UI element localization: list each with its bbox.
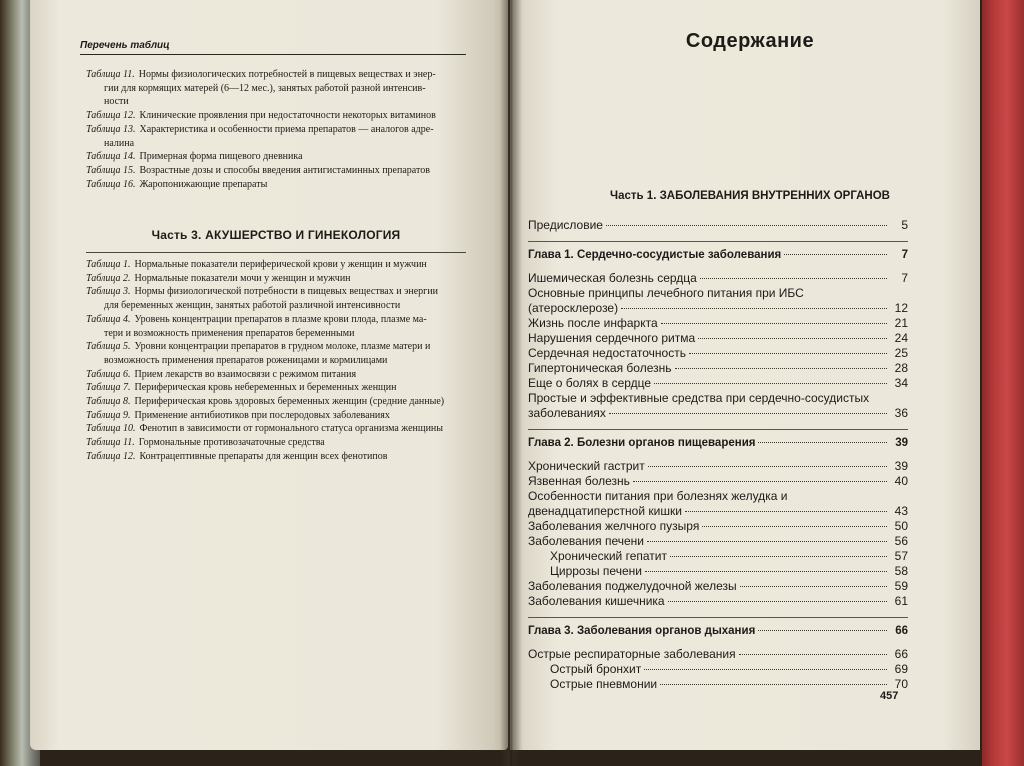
toc-page-number: 5 <box>901 218 908 232</box>
table-list-item <box>86 109 466 123</box>
toc-page-number: 43 <box>894 504 908 518</box>
table-title-continuation: ности <box>104 96 129 108</box>
page-number: 457 <box>880 690 899 702</box>
toc-leader-dots <box>670 556 887 557</box>
table-title: Нормальные показатели мочи у женщин и мужчин <box>134 272 351 284</box>
table-title: Нормы физиологической потребности в пищевых веществах и энергии <box>134 286 438 298</box>
toc-entry-title: Гипертоническая болезнь <box>528 361 672 375</box>
toc-entry-title: Ишемическая болезнь сердца <box>528 271 697 285</box>
toc-entry-title: Язвенная болезнь <box>528 474 630 488</box>
toc-leader-dots <box>698 338 887 339</box>
running-head: Перечень таблиц <box>80 40 466 55</box>
table-list-item <box>86 450 466 464</box>
toc-chapter <box>528 249 908 265</box>
toc-chapter <box>528 625 908 641</box>
toc-entry-title: Острый бронхит <box>550 662 642 676</box>
toc-page-number: 58 <box>894 564 908 578</box>
toc-entry <box>528 361 908 377</box>
table-number: Таблица 6. <box>86 368 131 380</box>
table-number: Таблица 8. <box>86 396 131 408</box>
toc-leader-dots <box>606 225 887 226</box>
table-title: Характеристика и особенности приема препаратов — аналогов адре- <box>139 123 434 135</box>
table-list-item <box>86 164 466 178</box>
table-list-item <box>86 150 466 164</box>
table-list-item <box>86 178 466 192</box>
toc-entry <box>528 504 908 520</box>
table-list-item <box>86 123 466 137</box>
toc-page-number: 39 <box>895 437 908 449</box>
toc-page-number: 69 <box>894 662 908 676</box>
toc-leader-dots <box>609 413 887 414</box>
toc-entry-title: Хронический гепатит <box>550 549 667 563</box>
table-title: Клинические проявления при недостаточности некоторых витаминов <box>139 110 436 122</box>
table-title: Уровни концентрации препаратов в грудном молоке, плазме матери и <box>134 341 431 353</box>
table-title-continuation: для беременных женщин, занятых работой различной интенсивности <box>104 300 401 312</box>
toc-rule <box>528 617 908 618</box>
toc-entry-title: Особенности питания при болезнях желудка и <box>528 489 788 503</box>
toc-entry-title: Заболевания желчного пузыря <box>528 519 700 533</box>
toc-leader-dots <box>661 323 887 324</box>
toc-page-number: 36 <box>894 406 908 420</box>
toc-leader-dots <box>648 466 887 467</box>
toc-entry-title: Острые пневмонии <box>550 677 658 691</box>
table-number: Таблица 12. <box>86 110 136 122</box>
toc-entry-title: заболеваниях <box>528 406 606 420</box>
toc-entry-title: Острые респираторные заболевания <box>528 647 736 661</box>
toc-entry-title: Нарушения сердечного ритма <box>528 331 696 345</box>
table-title-continuation: тери и возможность применения препаратов беременными <box>104 327 355 339</box>
toc-page-number: 66 <box>895 625 908 637</box>
toc-entry <box>528 331 908 347</box>
toc-page-number: 12 <box>894 301 908 315</box>
toc-entry <box>528 271 908 287</box>
table-number: Таблица 14. <box>86 151 136 163</box>
table-list-item <box>86 381 466 395</box>
table-number: Таблица 9. <box>86 409 131 421</box>
toc-rule <box>528 241 908 242</box>
table-number: Таблица 3. <box>86 286 131 298</box>
toc-entry-title: Глава 2. Болезни органов пищеварения <box>528 437 756 449</box>
part-heading-obstetrics: Часть 3. АКУШЕРСТВО И ГИНЕКОЛОГИЯ <box>151 228 401 242</box>
toc-entry <box>528 564 908 580</box>
toc-entry-title: Еще о болях в сердце <box>528 376 652 390</box>
table-title-continuation: гии для кормящих матерей (6—12 мес.), занятых работой разной интенсив- <box>104 82 426 94</box>
toc-entry <box>528 459 908 475</box>
page-title: Содержание <box>685 30 815 52</box>
toc-page-number: 57 <box>894 549 908 563</box>
toc-leader-dots <box>700 278 887 279</box>
toc-leader-dots <box>647 541 887 542</box>
toc-leader-dots <box>758 630 887 631</box>
toc-entry <box>528 301 908 317</box>
toc-leader-dots <box>621 308 887 309</box>
table-list-item <box>86 68 466 82</box>
toc-page-number: 21 <box>894 316 908 330</box>
table-list-item <box>86 313 466 327</box>
toc-page-number: 24 <box>894 331 908 345</box>
toc-page-number: 50 <box>894 519 908 533</box>
table-list-item <box>86 340 466 354</box>
table-list-item <box>86 395 466 409</box>
toc-page-number: 61 <box>894 594 908 608</box>
toc-entry <box>528 346 908 362</box>
toc-entry <box>528 647 908 663</box>
table-number: Таблица 13. <box>86 123 136 135</box>
tables-list-top <box>86 68 466 191</box>
table-title: Периферическая кровь здоровых беременных женщин (средние данные) <box>134 396 445 408</box>
toc-leader-dots <box>685 511 887 512</box>
table-number: Таблица 4. <box>86 313 131 325</box>
table-number: Таблица 11. <box>86 437 135 449</box>
table-number: Таблица 7. <box>86 382 131 394</box>
part-heading-internal-organs: Часть 1. ЗАБОЛЕВАНИЯ ВНУТРЕННИХ ОРГАНОВ <box>610 190 890 202</box>
toc-entry-title: Предисловие <box>528 218 603 232</box>
toc-entry-title: Хронический гастрит <box>528 459 645 473</box>
toc-page-number: 56 <box>894 534 908 548</box>
toc-entry-title: (атеросклерозе) <box>528 301 619 315</box>
table-number: Таблица 5. <box>86 341 131 353</box>
table-list-item <box>86 272 466 286</box>
table-title: Уровень концентрации препаратов в плазме крови плода, плазме ма- <box>134 313 427 325</box>
table-number: Таблица 12. <box>86 450 136 462</box>
toc-entry <box>528 316 908 332</box>
toc-entry <box>528 594 908 610</box>
toc-leader-dots <box>689 353 887 354</box>
toc-page-number: 7 <box>901 249 908 261</box>
table-number: Таблица 16. <box>86 178 136 190</box>
table-title: Возрастные дозы и способы введения антигистаминных препаратов <box>139 164 430 176</box>
toc-page-number: 66 <box>894 647 908 661</box>
toc-page-number: 70 <box>894 677 908 691</box>
table-title-continuation: налина <box>104 137 135 149</box>
toc-entry-title: Глава 3. Заболевания органов дыхания <box>528 625 756 637</box>
table-title-continuation: возможность применения препаратов роженицами и кормилицами <box>104 354 388 366</box>
toc-entry <box>528 677 908 693</box>
toc-leader-dots <box>784 254 887 255</box>
toc-page-number: 28 <box>894 361 908 375</box>
table-title: Примерная форма пищевого дневника <box>139 151 303 163</box>
toc-page-number: 34 <box>894 376 908 390</box>
toc-entry <box>528 391 908 407</box>
table-list-item <box>86 258 466 272</box>
toc-entry <box>528 579 908 595</box>
toc-leader-dots <box>675 368 888 369</box>
toc-entry-title: Основные принципы лечебного питания при ИБС <box>528 286 804 300</box>
toc-leader-dots <box>660 684 887 685</box>
toc-entry <box>528 534 908 550</box>
toc-page-number: 25 <box>894 346 908 360</box>
toc-leader-dots <box>740 586 887 587</box>
table-list-item <box>86 368 466 382</box>
toc-rule <box>528 429 908 430</box>
toc-leader-dots <box>633 481 887 482</box>
table-title: Периферическая кровь небеременных и беременных женщин <box>134 382 397 394</box>
toc-entry-title: Циррозы печени <box>550 564 642 578</box>
table-number: Таблица 1. <box>86 259 131 270</box>
toc-entry <box>528 376 908 392</box>
toc-leader-dots <box>644 669 887 670</box>
table-number: Таблица 15. <box>86 164 136 176</box>
toc-page-number: 39 <box>894 459 908 473</box>
toc-leader-dots <box>702 526 887 527</box>
toc-page-number: 7 <box>901 271 908 285</box>
toc-leader-dots <box>739 654 887 655</box>
tables-list-part3 <box>86 258 466 464</box>
table-list-item <box>86 409 466 423</box>
toc-entry <box>528 406 908 422</box>
toc-leader-dots <box>758 442 887 443</box>
toc-leader-dots <box>668 601 887 602</box>
table-title: Фенотип в зависимости от гормонального статуса организма женщины <box>139 423 443 435</box>
toc-entry-title: Жизнь после инфаркта <box>528 316 658 330</box>
toc-entry-title: двенадцатиперстной кишки <box>528 504 682 518</box>
table-list-item <box>86 422 466 436</box>
toc-entry-title: Глава 1. Сердечно-сосудистые заболевания <box>528 249 782 261</box>
toc-entry <box>528 489 908 505</box>
table-title: Нормальные показатели периферической крови у женщин и мужчин <box>134 259 427 270</box>
table-number: Таблица 11. <box>86 69 135 80</box>
toc-entry <box>528 662 908 678</box>
section-rule <box>86 252 466 253</box>
table-title: Применение антибиотиков при послеродовых заболеваниях <box>134 409 390 421</box>
toc-entry-title: Заболевания поджелудочной железы <box>528 579 737 593</box>
toc-entry <box>528 286 908 302</box>
toc-entry-title: Простые и эффективные средства при сердечно-сосудистых <box>528 391 870 405</box>
toc-entry-title: Заболевания кишечника <box>528 594 665 608</box>
toc-page-number: 40 <box>894 474 908 488</box>
toc-leader-dots <box>654 383 887 384</box>
table-title: Жаропонижающие препараты <box>139 178 268 190</box>
toc-entry <box>528 519 908 535</box>
table-title: Нормы физиологических потребностей в пищевых веществах и энер- <box>138 69 436 80</box>
toc-entry <box>528 474 908 490</box>
toc-leader-dots <box>645 571 887 572</box>
toc-entry <box>528 218 908 234</box>
toc-page-number: 59 <box>894 579 908 593</box>
toc-entry-title: Заболевания печени <box>528 534 644 548</box>
book-cover-right <box>982 0 1024 766</box>
table-title: Гормональные противозачаточные средства <box>138 437 325 449</box>
toc-chapter <box>528 437 908 453</box>
table-list-item <box>86 436 466 450</box>
toc-entry-title: Сердечная недостаточность <box>528 346 686 360</box>
table-title: Контрацептивные препараты для женщин всех фенотипов <box>139 450 388 462</box>
toc-entry <box>528 549 908 565</box>
book-spine <box>500 0 522 766</box>
table-number: Таблица 2. <box>86 272 131 284</box>
table-number: Таблица 10. <box>86 423 136 435</box>
table-list-item <box>86 285 466 299</box>
table-title: Прием лекарств во взаимосвязи с режимом питания <box>134 368 357 380</box>
